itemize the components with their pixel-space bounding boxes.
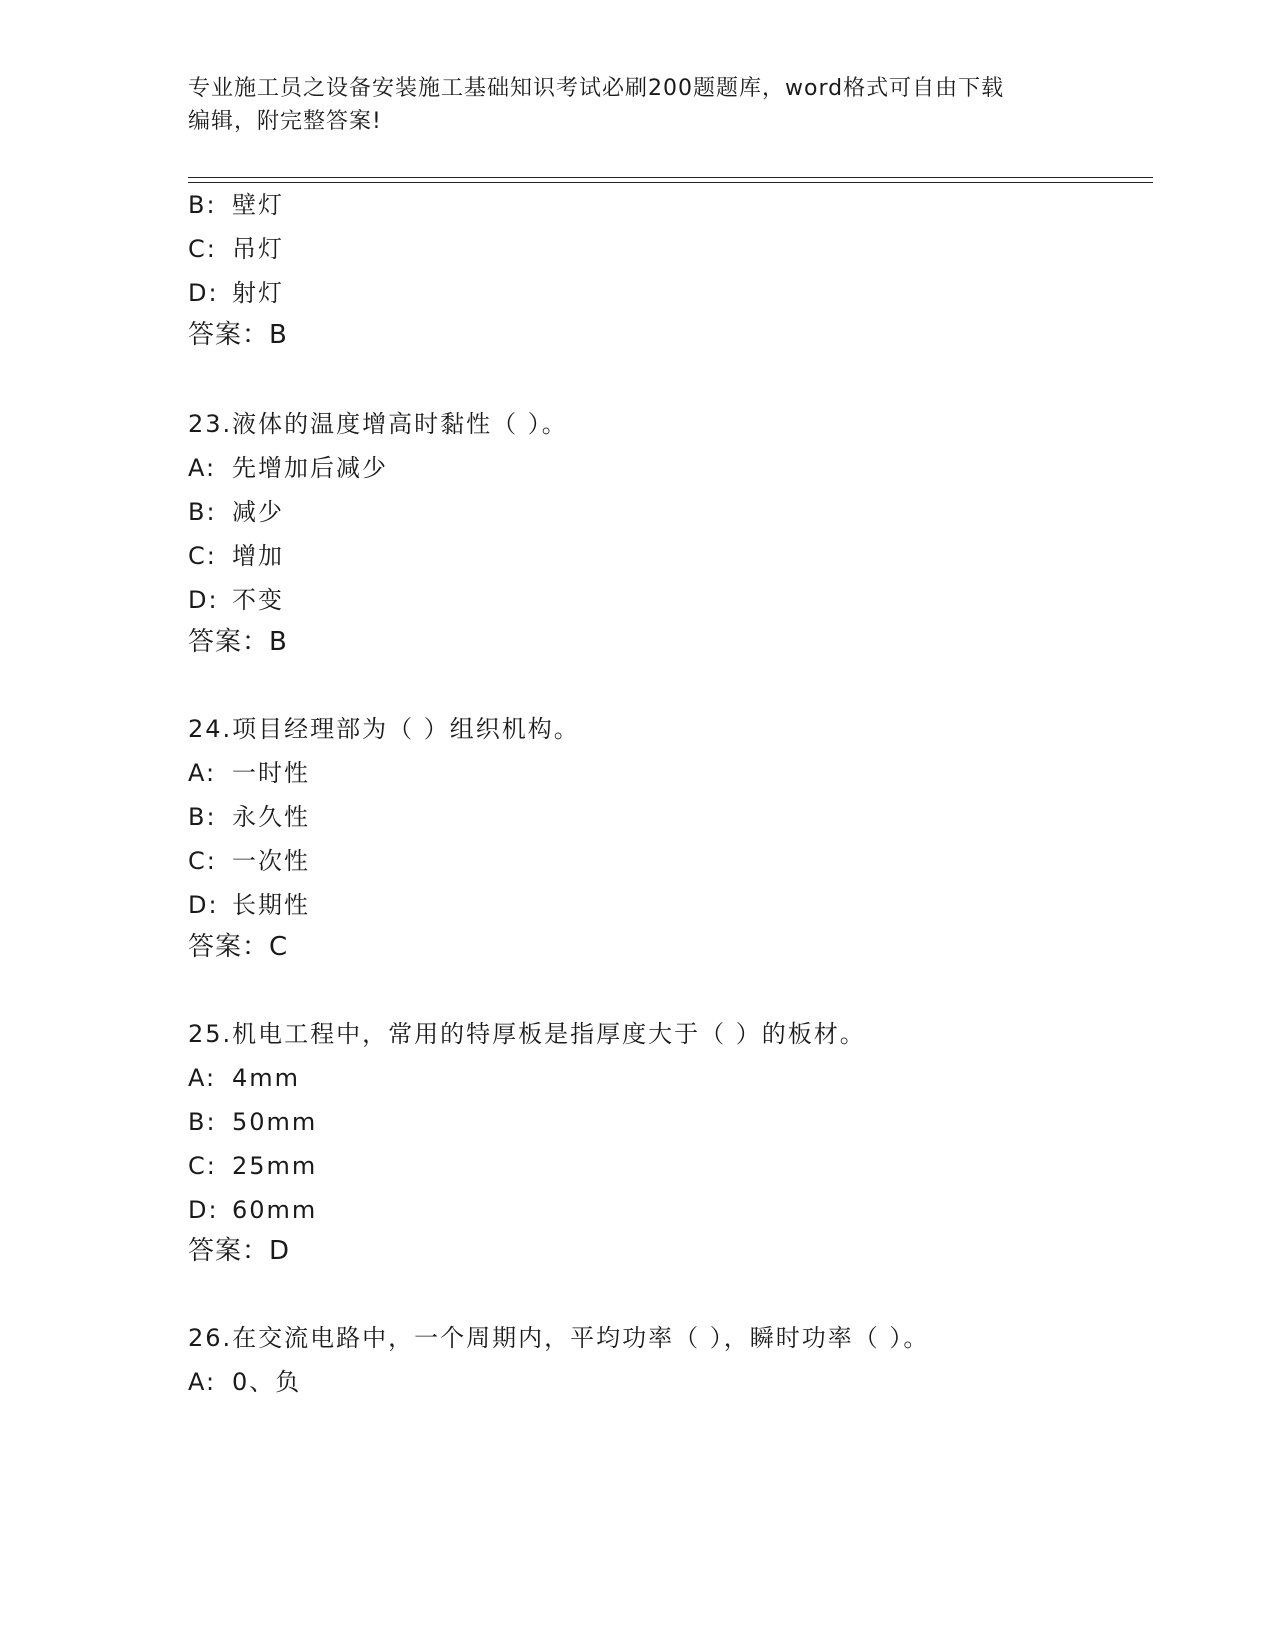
question-25-option-a — [188, 1063, 300, 1093]
option-letter: C: — [188, 847, 217, 875]
option-text: 先增加后减少 — [232, 454, 388, 482]
option-b-prev — [188, 190, 284, 220]
option-text: 50mm — [232, 1108, 318, 1136]
option-text: 0、负 — [232, 1368, 302, 1396]
question-24-option-d — [188, 890, 310, 920]
header-title-line-2: 编辑，附完整答案! — [188, 109, 382, 134]
option-c-prev — [188, 234, 284, 264]
option-text: 吊灯 — [232, 235, 284, 263]
option-letter: D: — [188, 1196, 219, 1224]
question-24-answer: 答案：C — [188, 932, 289, 962]
option-letter: A: — [188, 759, 217, 787]
option-text: 4mm — [232, 1064, 301, 1092]
question-23-option-d — [188, 585, 284, 615]
option-letter: D: — [188, 891, 219, 919]
question-24-option-c — [188, 846, 310, 876]
question-25-option-b — [188, 1107, 317, 1137]
question-25-option-c — [188, 1151, 317, 1181]
option-letter: A: — [188, 454, 217, 482]
option-text: 壁灯 — [232, 191, 284, 219]
option-text: 减少 — [232, 498, 284, 526]
question-25-stem: 25.机电工程中，常用的特厚板是指厚度大于（ ）的板材。 — [188, 1020, 866, 1048]
question-24-option-a — [188, 758, 310, 788]
question-23-stem: 23.液体的温度增高时黏性（ ）。 — [188, 410, 568, 438]
header-divider-bottom — [188, 182, 1153, 183]
option-letter: B: — [188, 498, 217, 526]
option-letter: B: — [188, 1108, 217, 1136]
option-letter: A: — [188, 1368, 217, 1396]
option-text: 不变 — [232, 586, 284, 614]
question-23-option-c — [188, 541, 284, 571]
question-23-option-b — [188, 497, 284, 527]
option-text: 增加 — [232, 542, 284, 570]
question-23-option-a — [188, 453, 388, 483]
option-letter: C: — [188, 1152, 217, 1180]
option-text: 一时性 — [232, 759, 310, 787]
option-text: 射灯 — [232, 279, 284, 307]
header-divider-top — [188, 177, 1153, 178]
question-26-stem: 26.在交流电路中，一个周期内，平均功率（ ），瞬时功率（ ）。 — [188, 1324, 930, 1352]
option-letter: D: — [188, 586, 219, 614]
option-letter: C: — [188, 235, 217, 263]
header-title-line-1: 专业施工员之设备安装施工基础知识考试必刷200题题库，word格式可自由下载 — [188, 76, 1005, 101]
option-letter: B: — [188, 803, 217, 831]
question-26-option-a — [188, 1367, 301, 1397]
answer-prev: 答案：B — [188, 320, 288, 350]
question-23-answer: 答案：B — [188, 627, 288, 657]
option-letter: C: — [188, 542, 217, 570]
option-text: 25mm — [232, 1152, 318, 1180]
option-text: 一次性 — [232, 847, 310, 875]
question-24-stem: 24.项目经理部为（ ）组织机构。 — [188, 715, 580, 743]
question-24-option-b — [188, 802, 310, 832]
question-25-option-d — [188, 1195, 317, 1225]
option-text: 60mm — [232, 1196, 318, 1224]
option-text: 永久性 — [232, 803, 310, 831]
option-letter: A: — [188, 1064, 217, 1092]
document-header — [188, 72, 1068, 138]
question-25-answer: 答案：D — [188, 1236, 291, 1266]
option-letter: D: — [188, 279, 219, 307]
option-text: 长期性 — [232, 891, 310, 919]
option-letter: B: — [188, 191, 217, 219]
option-d-prev — [188, 278, 284, 308]
